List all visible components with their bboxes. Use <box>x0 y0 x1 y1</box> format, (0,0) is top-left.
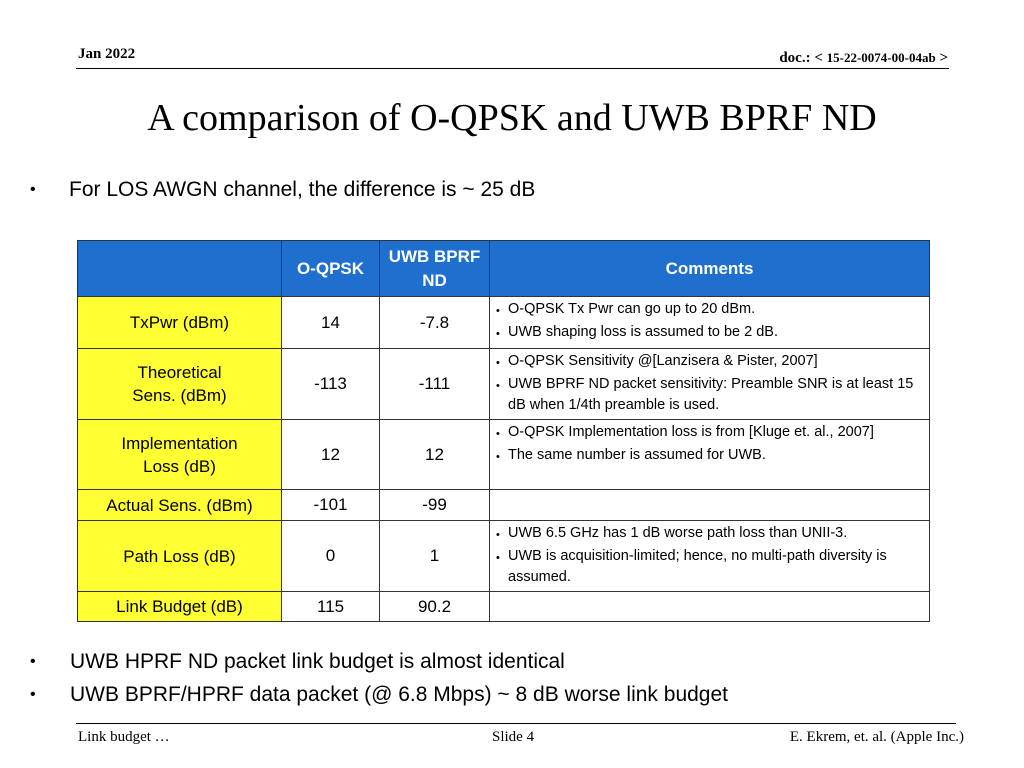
footer-divider <box>76 723 956 724</box>
table-row <box>78 592 930 622</box>
bullet-text: UWB BPRF/HPRF data packet (@ 6.8 Mbps) ~ 8 dB worse link budget <box>70 683 728 706</box>
oqpsk-value: 14 <box>282 297 380 349</box>
bullet-icon: • <box>30 653 36 670</box>
comment-cell <box>490 592 930 622</box>
bullet-text: For LOS AWGN channel, the difference is ~ 25 dB <box>69 178 536 201</box>
header-date: Jan 2022 <box>78 46 136 62</box>
comment-cell <box>490 521 930 592</box>
bullet-text: UWB HPRF ND packet link budget is almost identical <box>70 650 565 673</box>
doc-suffix: > <box>939 50 948 66</box>
uwb-value: -111 <box>380 349 490 420</box>
uwb-value: 90.2 <box>380 592 490 622</box>
comment-cell <box>490 297 930 349</box>
comment-item: • UWB BPRF ND packet sensitivity: Preamble SNR is at least 15 dB when 1/4th preamble is used. <box>496 374 925 416</box>
uwb-value: -7.8 <box>380 297 490 349</box>
row-label: Actual Sens. (dBm) <box>78 490 282 521</box>
bullet-top-1 <box>30 178 535 202</box>
oqpsk-value: -113 <box>282 349 380 420</box>
row-label: TxPwr (dBm) <box>78 297 282 349</box>
footer-left: Link budget … <box>78 729 170 745</box>
comment-item: • UWB is acquisition-limited; hence, no multi-path diversity is assumed. <box>496 546 925 588</box>
row-label: Theoretical Sens. (dBm) <box>78 349 282 420</box>
table-row <box>78 490 930 521</box>
bullet-icon: • <box>496 451 500 463</box>
comment-item: • The same number is assumed for UWB. <box>496 445 925 468</box>
bullet-icon: • <box>30 686 36 703</box>
footer-authors: E. Ekrem, et. al. (Apple Inc.) <box>789 729 964 745</box>
oqpsk-value: 0 <box>282 521 380 592</box>
comment-item: • O-QPSK Sensitivity @[Lanzisera & Pister, 2007] <box>496 351 925 374</box>
bullet-bottom-2 <box>30 683 728 707</box>
uwb-value: -99 <box>380 490 490 521</box>
table-row <box>78 521 930 592</box>
row-label: Implementation Loss (dB) <box>78 420 282 490</box>
table-row <box>78 297 930 349</box>
link-budget-table <box>77 240 930 622</box>
uwb-value: 1 <box>380 521 490 592</box>
table-row <box>78 420 930 490</box>
table-row <box>78 349 930 420</box>
bullet-icon: • <box>496 305 500 317</box>
oqpsk-value: 12 <box>282 420 380 490</box>
comment-item: • O-QPSK Implementation loss is from [Kluge et. al., 2007] <box>496 422 925 445</box>
header-empty-cell <box>78 241 282 297</box>
comment-cell <box>490 490 930 521</box>
bullet-icon: • <box>496 552 500 564</box>
bullet-icon: • <box>496 380 500 392</box>
bullet-icon: • <box>496 529 500 541</box>
uwb-value: 12 <box>380 420 490 490</box>
header-uwb: UWB BPRF ND <box>380 241 490 297</box>
table-header-row <box>78 241 930 297</box>
oqpsk-value: -101 <box>282 490 380 521</box>
bullet-icon: • <box>496 357 500 369</box>
oqpsk-value: 115 <box>282 592 380 622</box>
doc-prefix: doc.: < <box>779 50 823 66</box>
comment-cell <box>490 349 930 420</box>
header-comments: Comments <box>490 241 930 297</box>
bullet-bottom-1 <box>30 650 565 674</box>
comment-cell <box>490 420 930 490</box>
row-label: Path Loss (dB) <box>78 521 282 592</box>
row-label: Link Budget (dB) <box>78 592 282 622</box>
bullet-icon: • <box>496 328 500 340</box>
bullet-icon: • <box>496 428 500 440</box>
bullet-icon: • <box>30 181 36 198</box>
doc-number: 15-22-0074-00-04ab <box>826 50 936 65</box>
comment-item: • UWB shaping loss is assumed to be 2 dB. <box>496 322 925 345</box>
comment-item: • UWB 6.5 GHz has 1 dB worse path loss than UNII-3. <box>496 523 925 546</box>
header-oqpsk: O-QPSK <box>282 241 380 297</box>
header-doc-id <box>779 50 948 67</box>
slide-title: A comparison of O-QPSK and UWB BPRF ND <box>147 97 877 139</box>
header-divider <box>76 68 949 69</box>
comment-item: • O-QPSK Tx Pwr can go up to 20 dBm. <box>496 299 925 322</box>
slide-number: Slide 4 <box>492 729 535 745</box>
